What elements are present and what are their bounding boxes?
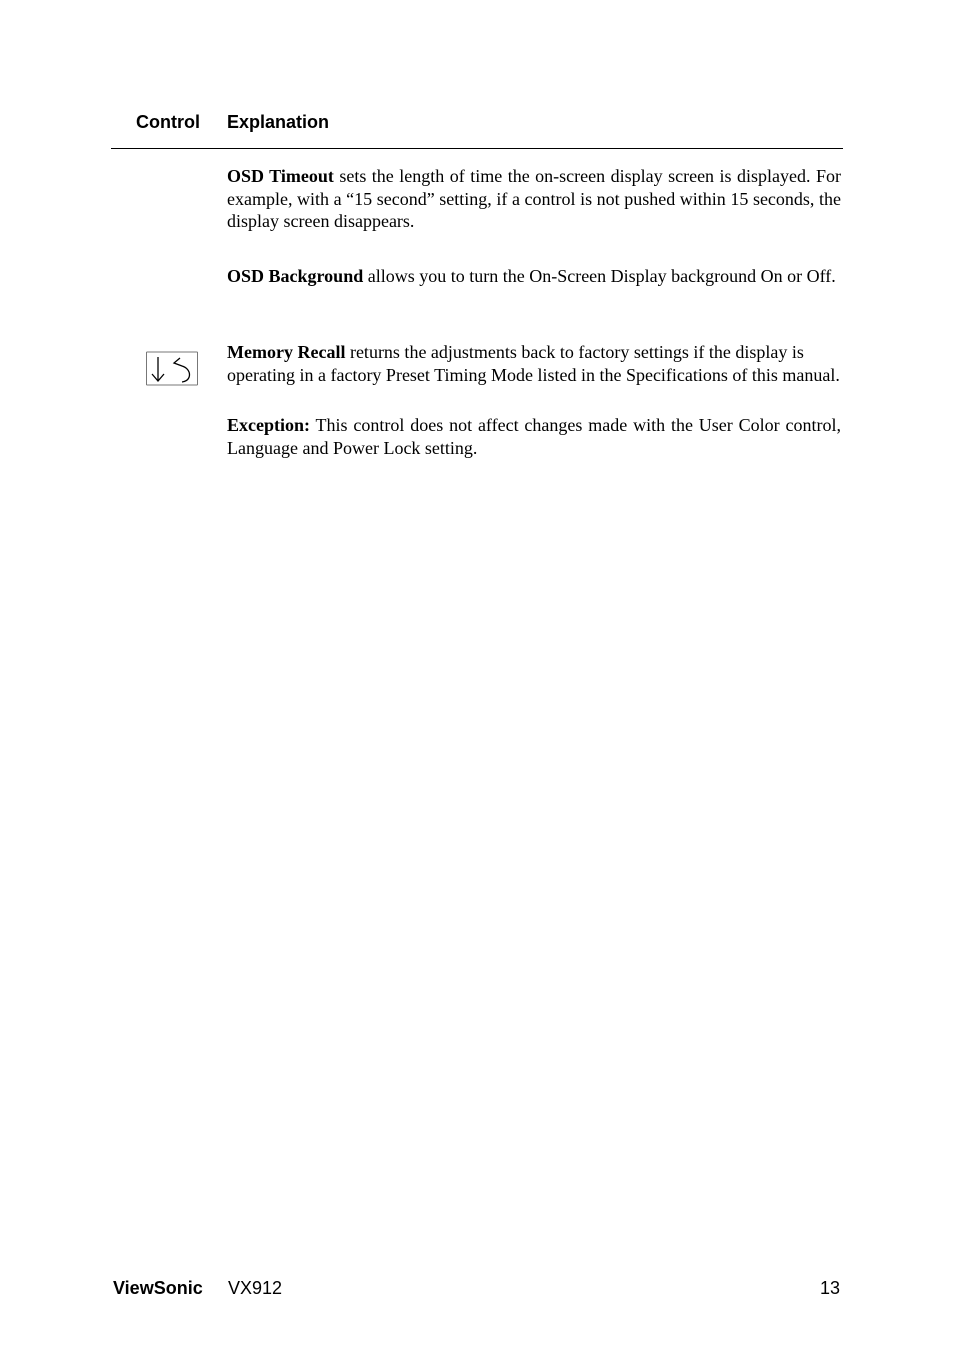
memory-recall-term: Memory Recall [227,342,346,362]
footer-brand: ViewSonic [113,1278,203,1298]
header-divider [111,148,843,149]
column-header-control: Control [136,112,200,132]
memory-recall-icon [146,351,198,386]
exception-term: Exception: [227,415,310,435]
osd-timeout-term: OSD Timeout [227,166,334,186]
page-number: 13 [820,1278,841,1298]
exception-note [227,414,841,459]
osd-background-description [227,265,841,288]
footer-model: VX912 [228,1278,283,1298]
osd-background-text: allows you to turn the On-Screen Display background On or Off. [363,266,836,286]
column-header-explanation: Explanation [227,112,330,132]
memory-recall-description [227,341,841,386]
osd-timeout-text: sets the length of time the on-screen display screen is displayed. For example, with a “15 second” setting, if a control is not pushed within 15 seconds, the display screen disappears. [227,166,841,231]
memory-recall-text: returns the adjustments back to factory settings if the display is operating in a factory Preset Timing Mode listed in the Specifications of this manual. [227,342,840,385]
osd-background-term: OSD Background [227,266,364,286]
osd-timeout-description [227,165,841,233]
exception-text: This control does not affect changes made with the User Color control, Language and Power Lock setting. [227,415,841,458]
